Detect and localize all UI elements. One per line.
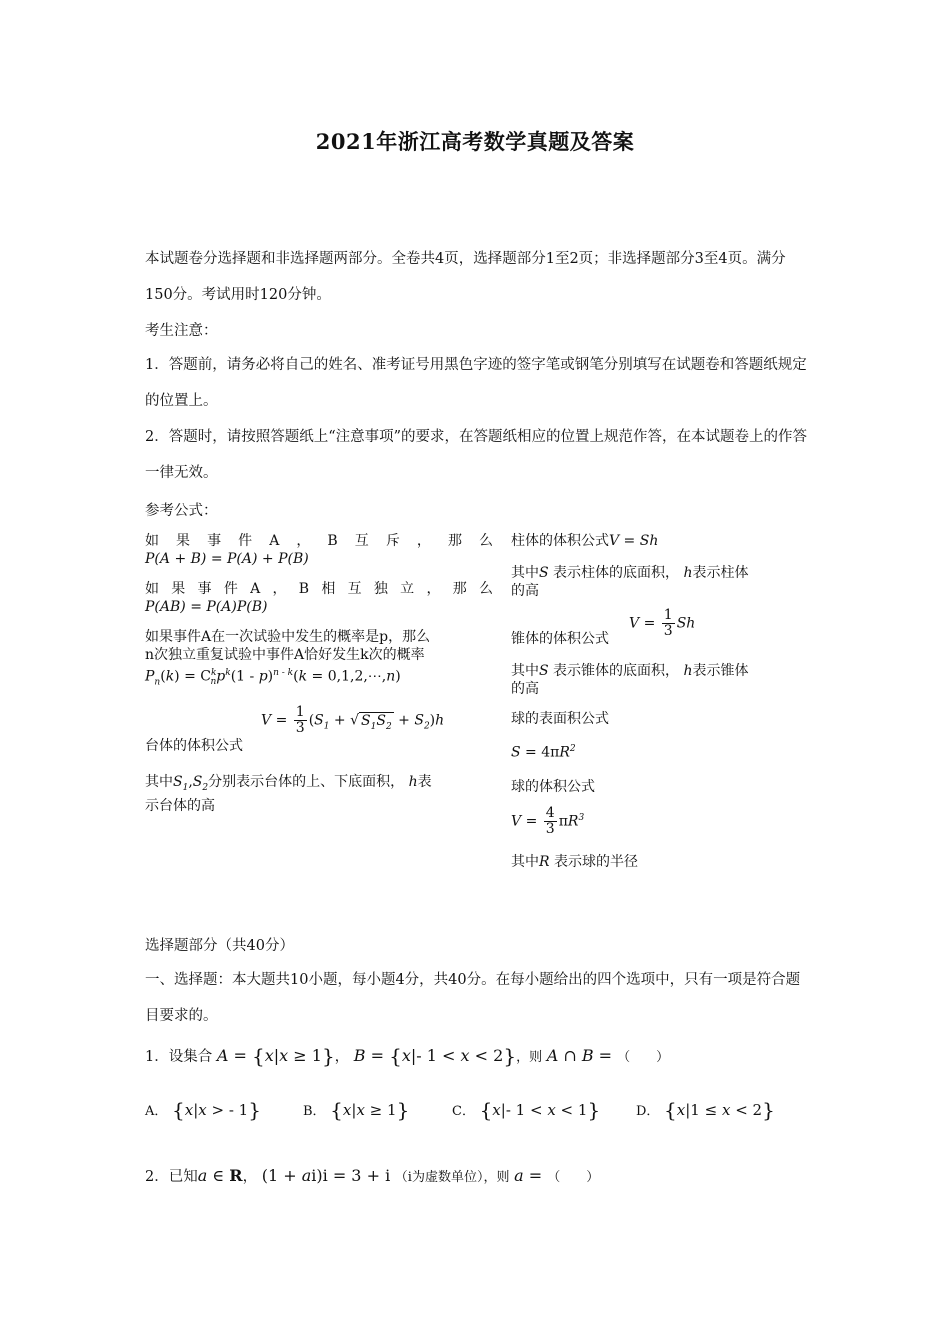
set-b: B = {x|- 1 < x < 2} (353, 1044, 517, 1068)
formula-frustum (145, 705, 493, 757)
formula-sphere-note: 其中R 表示球的半径 (511, 853, 638, 870)
notice-item-1: 1．答题前，请务必将自己的姓名、准考证号用黑色字迹的签字笔或钢笔分别填写在试题卷和答题纸规定的位置上。 (145, 357, 807, 409)
formula-binomial: $P_n(k) = C^k_np^k(1 - p)^{n - k}(k$ = 0,1,2,⋯,n) (145, 668, 401, 688)
a-in-r: a ∈ R (197, 1166, 243, 1185)
formula-frustum-note-2: 示台体的高 (145, 798, 215, 815)
formula-pyramid: 锥体的体积公式 V = $\frac{1}{3}$ Sh (511, 607, 696, 647)
formula-independent-text: 如果事件A，B相互独立，那么 (145, 581, 493, 597)
formula-pyramid-note: 其中S 表示锥体的底面积， h表示锥体 (511, 663, 749, 679)
q1-option-d[interactable]: D． {x|1 ≤ x < 2} (636, 1098, 775, 1122)
formula-independent: P(AB) = P(A)P(B) (145, 599, 268, 615)
frustum-height-symbol: h (408, 774, 418, 791)
section-instructions: 一、选择题：本大题共10小题，每小题4分，共40分。在每小题给出的四个选项中，只有一项是符合题目要求的。 (145, 972, 801, 1024)
notice-item-2: 2．答题时，请按照答题纸上“注意事项”的要求，在答题纸相应的位置上规范作答，在本试题卷上的作答一律无效。 (145, 429, 808, 481)
q1-option-c[interactable]: C． {x|- 1 < x < 1} (452, 1098, 601, 1122)
a-equals: a = (514, 1166, 548, 1185)
formula-left-column (145, 532, 493, 815)
q1-option-a[interactable]: A． {x|x > - 1} (145, 1098, 261, 1122)
question-2: 2．已知a ∈ R， (1 + ai)i = 3 + i （i为虚数单位），则 a = （ ） (145, 1166, 600, 1185)
formula-frustum-note: 其中$S_1,S_2$分别表示台体的上、下底面积， h表 (145, 774, 432, 794)
formula-prism-note: 其中S 表示柱体的底面积， h表示柱体 (511, 565, 749, 581)
intro-paragraph: 本试题卷分选择题和非选择题两部分。全卷共4页，选择题部分1至2页；非选择题部分3至4页。满分150分。考试用时120分钟。 (145, 251, 786, 303)
section-heading: 选择题部分（共40分） (145, 938, 294, 954)
set-a: A = {x|x ≥ 1} (216, 1044, 335, 1068)
formula-frustum-label: 台体的体积公式 (145, 738, 243, 755)
formula-binomial-text-1: 如果事件A在一次试验中发生的概率是p，那么 (145, 629, 431, 645)
formula-binomial-text-2: n次独立重复试验中事件A恰好发生k次的概率 (145, 647, 425, 663)
formula-pyramid-expr: V = $\frac{1}{3}$ Sh (629, 607, 696, 639)
frustum-areas-symbol: $S_1,S_2$ (173, 774, 209, 794)
notice-heading: 考生注意： (145, 323, 218, 339)
page-title: 2021年浙江高考数学真题及答案 (315, 129, 635, 154)
formula-sphere-area: $S = 4\pi R^2$ (511, 744, 576, 761)
intersection-expr: A ∩ B = (546, 1046, 618, 1065)
formula-sphere-area-label: 球的表面积公式 (511, 711, 609, 727)
q1-option-b[interactable]: B． {x|x ≥ 1} (303, 1098, 410, 1122)
formula-mutually-exclusive-text: 如果事件A，B互斥，那么 (145, 533, 493, 549)
complex-equation: (1 + ai)i = 3 + i (261, 1166, 391, 1185)
formula-right-column (511, 532, 811, 871)
formula-heading: 参考公式： (145, 503, 218, 519)
question-1: 1．设集合 A = {x|x ≥ 1}， B = {x|- 1 < x < 2}，则 A ∩ B = （ ） (145, 1044, 670, 1068)
formula-frustum-expr: V = $\frac{1}{3}$ ($S_1$ + √ $S_1S_2 + S_2)h$ (261, 704, 445, 737)
formula-pyramid-note-2: 的高 (511, 681, 539, 697)
formula-prism-note-2: 的高 (511, 583, 539, 599)
formula-sphere-volume: V = $\frac{4}{3}$ $\pi R^3$ (511, 804, 585, 837)
formula-sphere-volume-label: 球的体积公式 (511, 778, 595, 795)
formula-mutually-exclusive: P(A + B) = P(A) + P(B) (145, 551, 309, 567)
formula-prism: 柱体的体积公式V = Sh (511, 533, 659, 549)
